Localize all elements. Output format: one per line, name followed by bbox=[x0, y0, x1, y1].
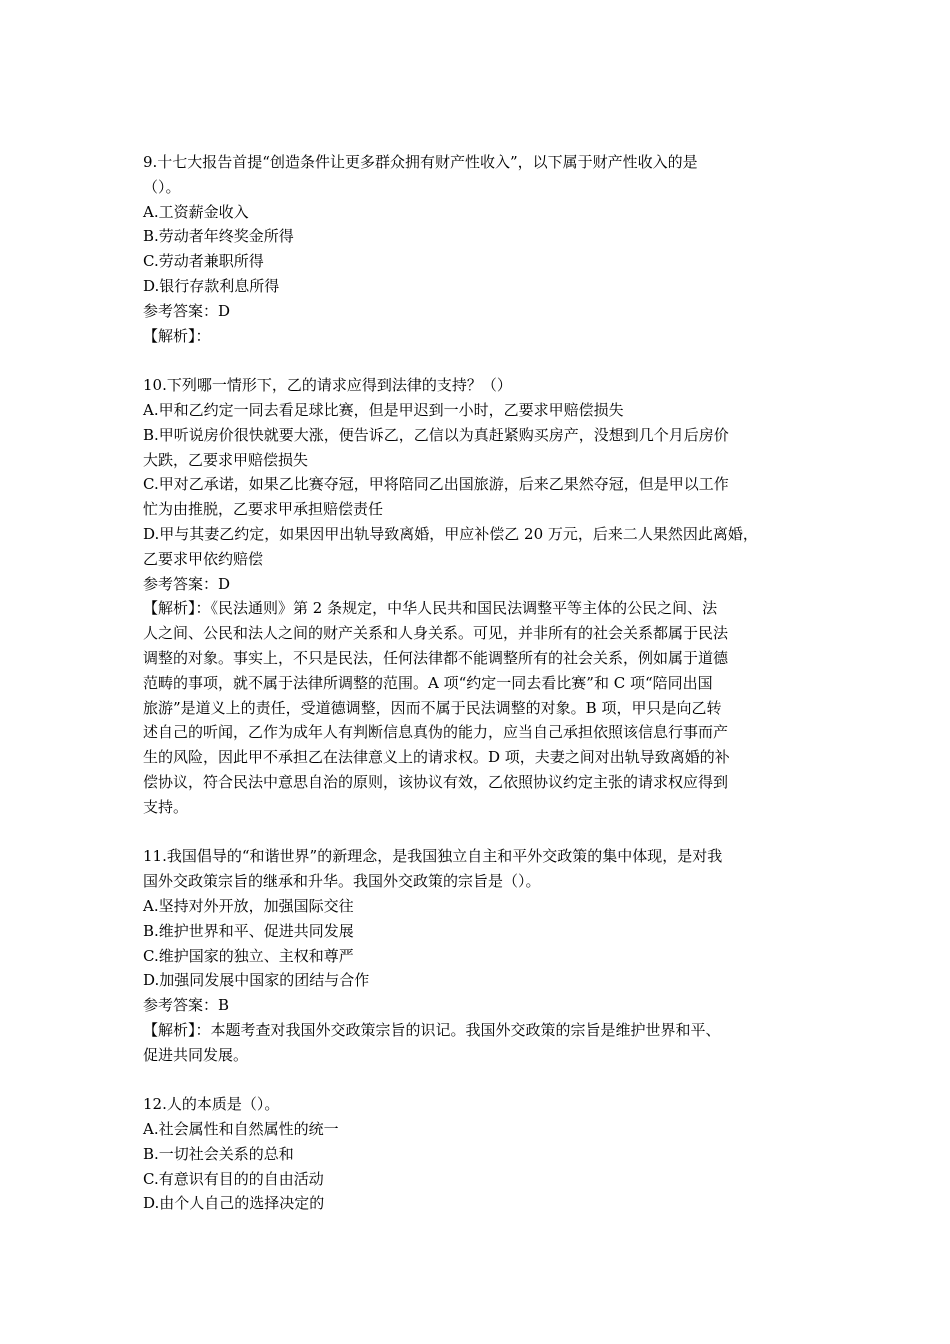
option-d: D.银行存款利息所得 bbox=[143, 276, 280, 295]
question-12 bbox=[143, 1092, 818, 1216]
analysis-text: 【解析】： bbox=[143, 326, 211, 345]
option-c: C.维护国家的独立、主权和尊严 bbox=[143, 946, 354, 965]
analysis-text: 偿协议，符合民法中意思自治的原则，该协议有效，乙依照协议约定主张的请求权应得到 bbox=[143, 772, 729, 791]
document-content bbox=[143, 150, 818, 1241]
analysis-text: 述自己的听闻，乙作为成年人有判断信息真伪的能力，应当自己承担依照该信息行事而产 bbox=[143, 723, 729, 742]
option-b: B.劳动者年终奖金所得 bbox=[143, 227, 294, 246]
option-b: 大跌，乙要求甲赔偿损失 bbox=[143, 450, 309, 469]
option-b: B.一切社会关系的总和 bbox=[143, 1144, 294, 1163]
reference-answer: 参考答案：D bbox=[143, 574, 231, 593]
option-d: D.由个人自己的选择决定的 bbox=[143, 1194, 325, 1213]
question-9 bbox=[143, 150, 818, 348]
option-c: C.劳动者兼职所得 bbox=[143, 252, 264, 271]
analysis-text: 范畴的事项，就不属于法律所调整的范围。A 项“约定一同去看比赛”和 C 项“陪同出国 bbox=[143, 673, 713, 692]
analysis-text: 促进共同发展。 bbox=[143, 1045, 249, 1064]
option-a: A.甲和乙约定一同去看足球比赛，但是甲迟到一小时，乙要求甲赔偿损失 bbox=[143, 400, 624, 419]
question-stem: 9.十七大报告首提“创造条件让更多群众拥有财产性收入”，以下属于财产性收入的是 bbox=[143, 153, 698, 171]
analysis-text: 生的风险，因此甲不承担乙在法律意义上的请求权。D 项，夫妻之间对出轨导致离婚的补 bbox=[143, 748, 730, 767]
analysis-text: 人之间、公民和法人之间的财产关系和人身关系。可见，并非所有的社会关系都属于民法 bbox=[143, 624, 729, 643]
analysis-text: 调整的对象。事实上，不只是民法，任何法律都不能调整所有的社会关系，例如属于道德 bbox=[143, 648, 729, 667]
analysis-text: 支持。 bbox=[143, 797, 189, 816]
question-11 bbox=[143, 844, 818, 1067]
question-stem: 10.下列哪一情形下，乙的请求应得到法律的支持？（） bbox=[143, 376, 512, 395]
option-b: B.维护世界和平、促进共同发展 bbox=[143, 921, 354, 940]
question-10 bbox=[143, 373, 818, 819]
option-c: C.有意识有目的的自由活动 bbox=[143, 1169, 324, 1188]
analysis-text: 旅游”是道义上的责任，受道德调整，因而不属于民法调整的对象。B 项，甲只是向乙转 bbox=[143, 698, 722, 717]
option-d: D.甲与其妻乙约定，如果因甲出轨导致离婚，甲应补偿乙 20 万元，后来二人果然因此离婚， bbox=[143, 524, 758, 543]
option-d: 乙要求甲依约赔偿 bbox=[143, 549, 264, 568]
option-b: B.甲听说房价很快就要大涨，便告诉乙，乙信以为真赶紧购买房产，没想到几个月后房价 bbox=[143, 425, 729, 444]
question-stem: 12.人的本质是（）。 bbox=[143, 1095, 280, 1114]
option-a: A.坚持对外开放，加强国际交往 bbox=[143, 896, 354, 915]
option-a: A.社会属性和自然属性的统一 bbox=[143, 1120, 339, 1139]
option-c: C.甲对乙承诺，如果乙比赛夺冠，甲将陪同乙出国旅游，后来乙果然夺冠，但是甲以工作 bbox=[143, 475, 729, 494]
question-stem: （）。 bbox=[143, 177, 181, 196]
question-stem: 11.我国倡导的“和谐世界”的新理念，是我国独立自主和平外交政策的集中体现，是对我 bbox=[143, 847, 723, 866]
reference-answer: 参考答案：B bbox=[143, 996, 230, 1015]
option-a: A.工资薪金收入 bbox=[143, 202, 249, 221]
analysis-text: 【解析】：本题考查对我国外交政策宗旨的识记。我国外交政策的宗旨是维护世界和平、 bbox=[143, 1020, 721, 1039]
option-d: D.加强同发展中国家的团结与合作 bbox=[143, 971, 370, 990]
analysis-text: 【解析】：《民法通则》第 2 条规定，中华人民共和国民法调整平等主体的公民之间、法 bbox=[143, 599, 718, 618]
reference-answer: 参考答案：D bbox=[143, 301, 231, 320]
question-stem: 国外交政策宗旨的继承和升华。我国外交政策的宗旨是（）。 bbox=[143, 872, 541, 891]
option-c: 忙为由推脱，乙要求甲承担赔偿责任 bbox=[143, 500, 384, 519]
